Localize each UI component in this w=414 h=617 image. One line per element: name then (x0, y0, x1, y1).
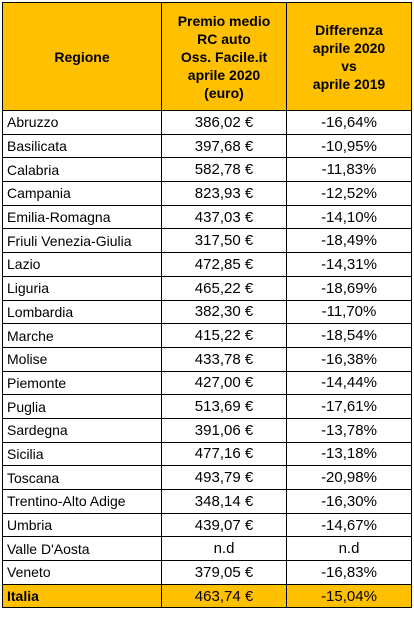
region-cell: Friuli Venezia-Giulia (3, 229, 162, 253)
difference-cell: -15,04% (287, 584, 412, 608)
premium-cell: 472,85 € (162, 253, 287, 277)
region-cell: Sicilia (3, 442, 162, 466)
table-header-row (3, 3, 412, 111)
region-cell: Abruzzo (3, 111, 162, 135)
region-cell: Liguria (3, 276, 162, 300)
region-cell: Emilia-Romagna (3, 205, 162, 229)
premium-cell: 493,79 € (162, 466, 287, 490)
table-row (3, 111, 412, 135)
header-difference-line: aprile 2020 (312, 39, 386, 56)
table-row (3, 182, 412, 206)
premium-cell: 415,22 € (162, 324, 287, 348)
premium-cell: 463,74 € (162, 584, 287, 608)
table-row (3, 466, 412, 490)
difference-cell: -14,31% (287, 253, 412, 277)
header-difference-line: Differenza (315, 21, 383, 38)
header-difference-line: aprile 2019 (312, 75, 386, 92)
premium-cell: 582,78 € (162, 158, 287, 182)
table-row (3, 371, 412, 395)
region-cell: Campania (3, 182, 162, 206)
header-region (3, 3, 162, 111)
table-row (3, 324, 412, 348)
premium-cell: 379,05 € (162, 561, 287, 585)
difference-cell: -12,52% (287, 182, 412, 206)
region-cell: Valle D'Aosta (3, 537, 162, 561)
table-row (3, 300, 412, 324)
difference-cell: -16,38% (287, 347, 412, 371)
header-premium-line: aprile 2020 (187, 66, 261, 83)
difference-cell: -13,18% (287, 442, 412, 466)
table-row (3, 276, 412, 300)
region-cell: Calabria (3, 158, 162, 182)
region-cell: Marche (3, 324, 162, 348)
region-cell: Umbria (3, 513, 162, 537)
table-row (3, 490, 412, 514)
difference-cell: -14,44% (287, 371, 412, 395)
region-cell: Trentino-Alto Adige (3, 490, 162, 514)
difference-cell: -13,78% (287, 418, 412, 442)
premium-cell: 397,68 € (162, 134, 287, 158)
difference-cell: -14,67% (287, 513, 412, 537)
region-cell: Sardegna (3, 418, 162, 442)
header-premium-line: RC auto (197, 30, 251, 47)
table-row (3, 229, 412, 253)
table-row (3, 442, 412, 466)
rc-auto-premium-table (2, 2, 412, 608)
region-cell: Puglia (3, 395, 162, 419)
region-cell: Lazio (3, 253, 162, 277)
premium-cell: 513,69 € (162, 395, 287, 419)
table-body (3, 111, 412, 608)
difference-cell: -18,69% (287, 276, 412, 300)
header-premium-line: (euro) (204, 84, 244, 101)
premium-cell: 433,78 € (162, 347, 287, 371)
header-difference-line: vs (341, 57, 357, 74)
difference-cell: -11,70% (287, 300, 412, 324)
region-cell: Italia (3, 584, 162, 608)
header-premium-line: Premio medio (177, 12, 271, 29)
premium-cell: 823,93 € (162, 182, 287, 206)
premium-cell: 386,02 € (162, 111, 287, 135)
difference-cell: -11,83% (287, 158, 412, 182)
difference-cell: n.d (287, 537, 412, 561)
table-row (3, 513, 412, 537)
premium-cell: 437,03 € (162, 205, 287, 229)
table-row (3, 537, 412, 561)
difference-cell: -17,61% (287, 395, 412, 419)
table-row (3, 561, 412, 585)
region-cell: Piemonte (3, 371, 162, 395)
premium-cell: 317,50 € (162, 229, 287, 253)
difference-cell: -20,98% (287, 466, 412, 490)
premium-cell: 427,00 € (162, 371, 287, 395)
table-row (3, 347, 412, 371)
premium-cell: 439,07 € (162, 513, 287, 537)
difference-cell: -16,30% (287, 490, 412, 514)
region-cell: Molise (3, 347, 162, 371)
header-region-label: Regione (54, 48, 110, 65)
premium-cell: 391,06 € (162, 418, 287, 442)
header-premium-line: Oss. Facile.it (180, 48, 268, 65)
table-total-row (3, 584, 412, 608)
premium-cell: 465,22 € (162, 276, 287, 300)
difference-cell: -18,54% (287, 324, 412, 348)
region-cell: Lombardia (3, 300, 162, 324)
table-row (3, 205, 412, 229)
region-cell: Basilicata (3, 134, 162, 158)
premium-cell: 348,14 € (162, 490, 287, 514)
header-difference (287, 3, 412, 111)
region-cell: Veneto (3, 561, 162, 585)
premium-cell: 477,16 € (162, 442, 287, 466)
difference-cell: -10,95% (287, 134, 412, 158)
table-row (3, 134, 412, 158)
table-row (3, 158, 412, 182)
premium-cell: n.d (162, 537, 287, 561)
header-premium (162, 3, 287, 111)
difference-cell: -14,10% (287, 205, 412, 229)
difference-cell: -16,64% (287, 111, 412, 135)
region-cell: Toscana (3, 466, 162, 490)
table-row (3, 395, 412, 419)
difference-cell: -18,49% (287, 229, 412, 253)
table-row (3, 418, 412, 442)
premium-cell: 382,30 € (162, 300, 287, 324)
difference-cell: -16,83% (287, 561, 412, 585)
table-row (3, 253, 412, 277)
